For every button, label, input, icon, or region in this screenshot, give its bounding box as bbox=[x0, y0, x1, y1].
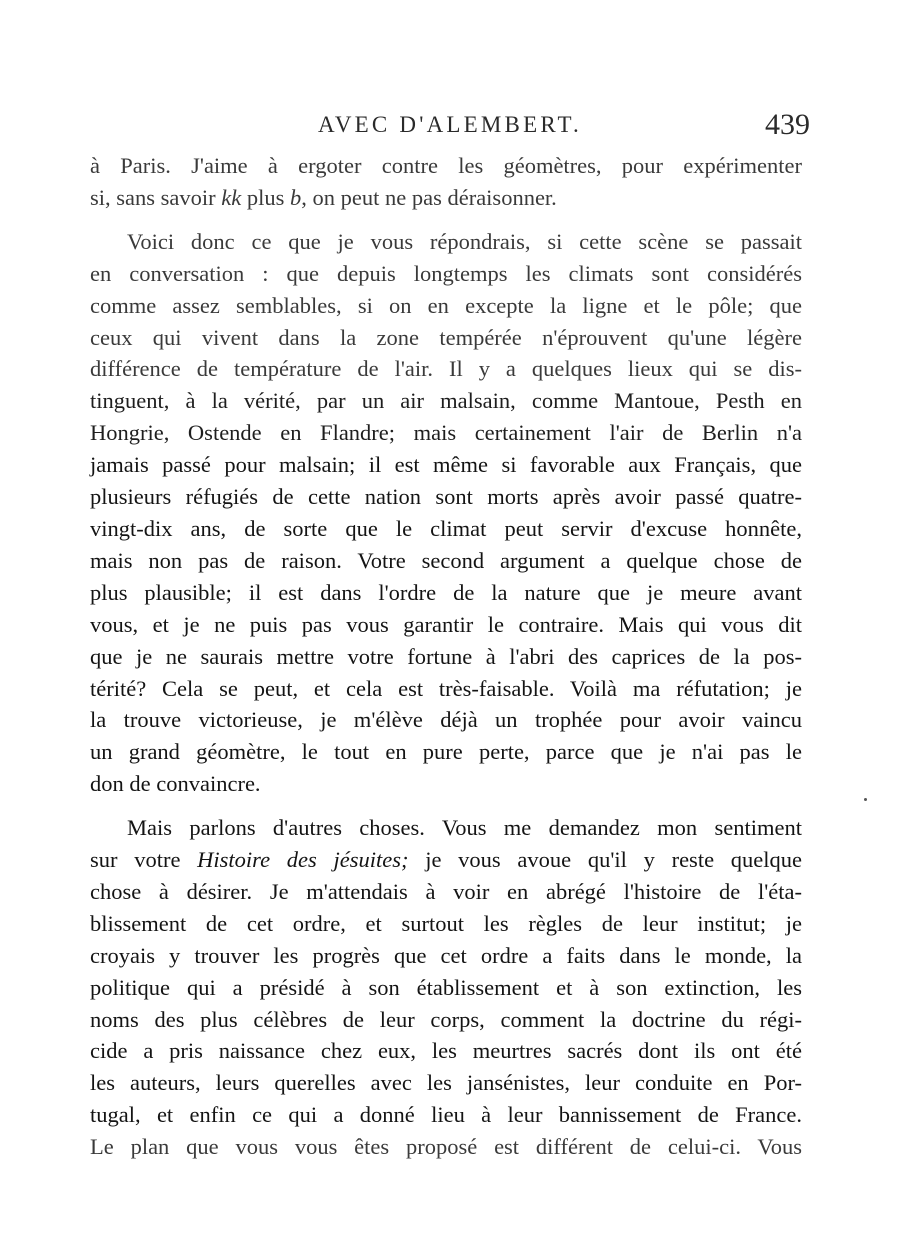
paragraph bbox=[90, 150, 802, 214]
paragraph bbox=[90, 812, 802, 1163]
book-title-italic: Histoire des jésuites; bbox=[197, 847, 409, 873]
text-line: en conversation : que depuis longtemps les climats sont considérés bbox=[90, 260, 802, 286]
text-line: vous, et je ne puis pas vous garantir le contraire. Mais qui vous dit bbox=[90, 611, 802, 637]
text-line: cide a pris naissance chez eux, les meurtres sacrés dont ils ont été bbox=[90, 1038, 802, 1064]
page-number: 439 bbox=[765, 108, 810, 141]
text-line: la trouve victorieuse, je m'élève déjà un trophée pour avoir vaincu bbox=[90, 707, 802, 733]
text-line: plus plausible; il est dans l'ordre de la nature que je meure avant bbox=[90, 579, 802, 605]
text-line: que je ne saurais mettre votre fortune à l'abri des caprices de la pos- bbox=[90, 643, 802, 669]
print-speck bbox=[864, 798, 867, 801]
body-text bbox=[90, 150, 802, 1163]
text-line: Voici donc ce que je vous répondrais, si cette scène se passait bbox=[127, 228, 802, 254]
text-line: Mais parlons d'autres choses. Vous me demandez mon sentiment bbox=[127, 815, 802, 841]
running-title: AVEC D'ALEMBERT. bbox=[318, 112, 582, 137]
text-line: vingt-dix ans, de sorte que le climat peut servir d'excuse honnête, bbox=[90, 515, 802, 541]
text-line: tugal, et enfin ce qui a donné lieu à leur bannissement de France. bbox=[90, 1102, 802, 1128]
text-line: don de convaincre. bbox=[90, 771, 261, 797]
text-line: blissement de cet ordre, et surtout les règles de leur institut; je bbox=[90, 910, 802, 936]
text-line: différence de température de l'air. Il y a quelques lieux qui se dis- bbox=[90, 356, 802, 382]
text-line: si, sans savoir kk plus b, on peut ne pas déraisonner. bbox=[90, 184, 557, 210]
text-line: Le plan que vous vous êtes proposé est différent de celui-ci. Vous bbox=[90, 1134, 802, 1160]
text-line: comme assez semblables, si on en excepte la ligne et le pôle; que bbox=[90, 292, 802, 318]
variable-kk: kk bbox=[221, 184, 242, 210]
text-line: mais non pas de raison. Votre second argument a quelque chose de bbox=[90, 547, 802, 573]
text-line: à Paris. J'aime à ergoter contre les géomètres, pour expérimenter bbox=[90, 153, 802, 178]
text-line: politique qui a présidé à son établissement et à son extinction, les bbox=[90, 974, 802, 1000]
running-head bbox=[90, 108, 810, 144]
text-line: ceux qui vivent dans la zone tempérée n'éprouvent qu'une légère bbox=[90, 324, 802, 350]
text-line: croyais y trouver les progrès que cet ordre a faits dans le monde, la bbox=[90, 942, 802, 968]
paragraph bbox=[90, 226, 802, 800]
text-line: chose à désirer. Je m'attendais à voir en abrégé l'histoire de l'éta- bbox=[90, 878, 802, 904]
text-line: les auteurs, leurs querelles avec les jansénistes, leur conduite en Por- bbox=[90, 1070, 802, 1096]
text-line: plusieurs réfugiés de cette nation sont morts après avoir passé quatre- bbox=[90, 484, 802, 510]
text-line: noms des plus célèbres de leur corps, comment la doctrine du régi- bbox=[90, 1006, 802, 1032]
variable-b: b bbox=[290, 184, 302, 210]
text-line: Hongrie, Ostende en Flandre; mais certainement l'air de Berlin n'a bbox=[90, 420, 802, 446]
text-line: tinguent, à la vérité, par un air malsain, comme Mantoue, Pesth en bbox=[90, 388, 802, 414]
text-line: un grand géomètre, le tout en pure perte, parce que je n'ai pas le bbox=[90, 739, 802, 765]
text-line: jamais passé pour malsain; il est même si favorable aux Français, que bbox=[90, 452, 802, 478]
text-line: sur votre Histoire des jésuites; je vous avoue qu'il y reste quelque bbox=[90, 847, 802, 873]
text-line: térité? Cela se peut, et cela est très-faisable. Voilà ma réfutation; je bbox=[90, 675, 802, 701]
